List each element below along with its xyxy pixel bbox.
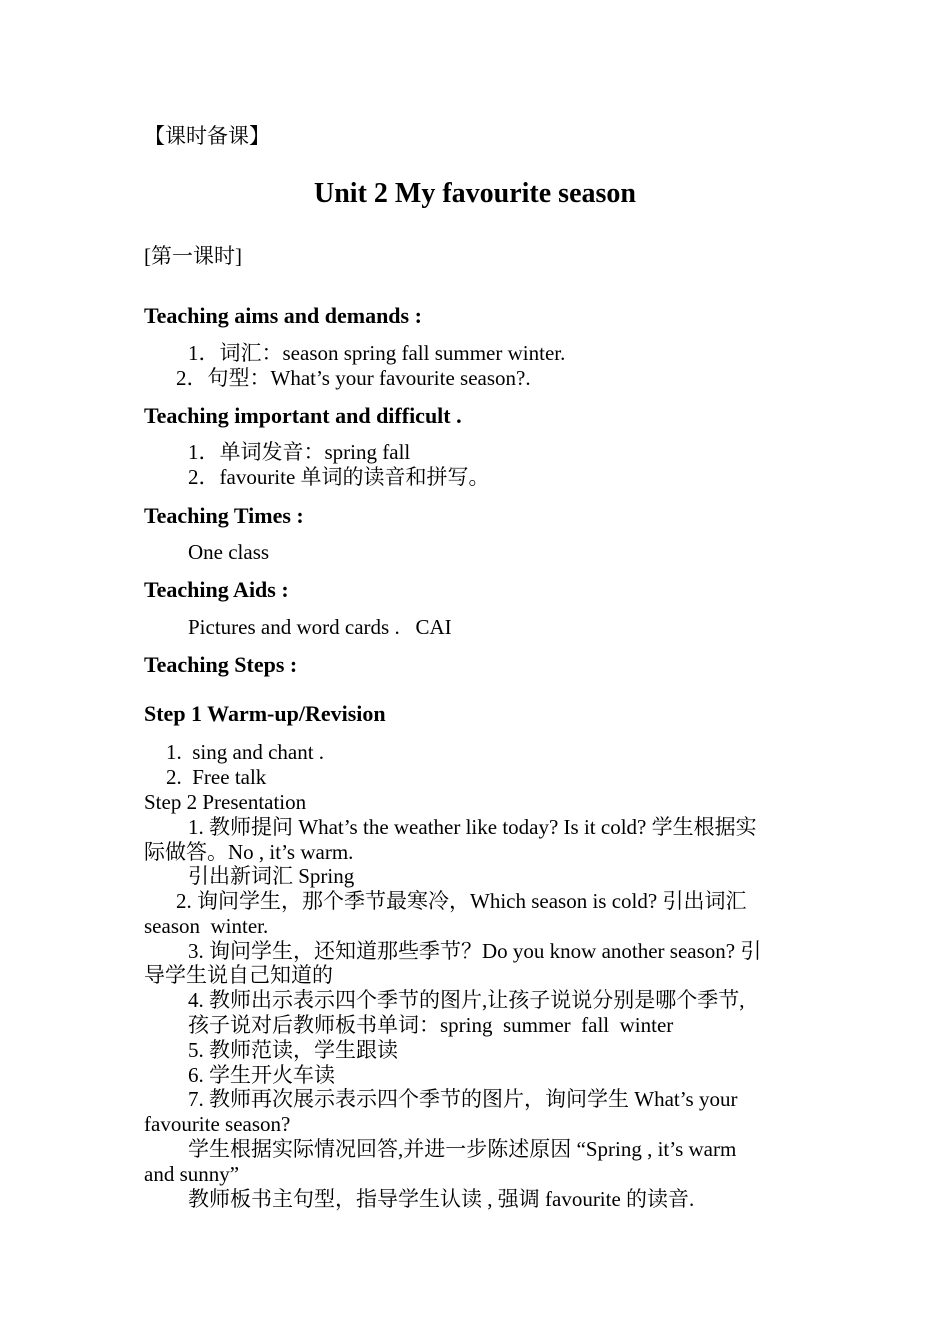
step2-line: and sunny” (144, 1162, 240, 1186)
step1-heading: Step 1 Warm-up/Revision (144, 701, 386, 726)
important-heading: Teaching important and difficult . (144, 403, 462, 428)
step2-line: 孩子说对后教师板书单词：spring summer fall winter (188, 1013, 674, 1037)
aims-item: 1．词汇：season spring fall summer winter. (188, 341, 566, 365)
step2-line: favourite season? (144, 1112, 291, 1136)
step2-line: 7. 教师再次展示表示四个季节的图片，询问学生 What’s your (188, 1087, 738, 1111)
aims-item: 2．句型：What’s your favourite season?. (176, 366, 531, 390)
step2-line: 4. 教师出示表示四个季节的图片,让孩子说说分别是哪个季节, (188, 988, 745, 1012)
step2-line: 导学生说自己知道的 (144, 963, 333, 987)
step2-line: 3. 询问学生，还知道那些季节？Do you know another season? 引 (188, 939, 762, 963)
times-heading: Teaching Times : (144, 503, 304, 528)
lesson-label: [第一课时] (144, 244, 242, 268)
step2-heading: Step 2 Presentation (144, 790, 307, 814)
step2-line: 6. 学生开火车读 (188, 1063, 335, 1087)
important-item: 2．favourite 单词的读音和拼写。 (188, 465, 490, 489)
steps-heading: Teaching Steps : (144, 652, 298, 677)
times-value: One class (188, 540, 270, 564)
step2-line: 引出新词汇 Spring (188, 864, 355, 888)
step1-item: 1. sing and chant . (166, 740, 325, 764)
step2-line: 2. 询问学生，那个季节最寒冷，Which season is cold? 引出词汇 (176, 889, 747, 913)
step2-line: 教师板书主句型，指导学生认读 , 强调 favourite 的读音. (188, 1187, 695, 1211)
step2-line: 1. 教师提问 What’s the weather like today? Is it cold? 学生根据实 (188, 815, 757, 839)
document-title: Unit 2 My favourite season (314, 178, 636, 209)
step2-line: 际做答。No , it’s warm. (144, 840, 354, 864)
important-item: 1．单词发音：spring fall (188, 440, 411, 464)
step2-line: 学生根据实际情况回答,并进一步陈述原因 “Spring , it’s warm (188, 1137, 737, 1161)
step1-item: 2. Free talk (166, 765, 267, 789)
header-tag: 【课时备课】 (144, 124, 270, 148)
step2-line: season winter. (144, 914, 269, 938)
aids-value: Pictures and word cards . CAI (188, 615, 452, 639)
aids-heading: Teaching Aids : (144, 577, 289, 602)
step2-line: 5. 教师范读，学生跟读 (188, 1038, 398, 1062)
aims-heading: Teaching aims and demands : (144, 303, 422, 328)
